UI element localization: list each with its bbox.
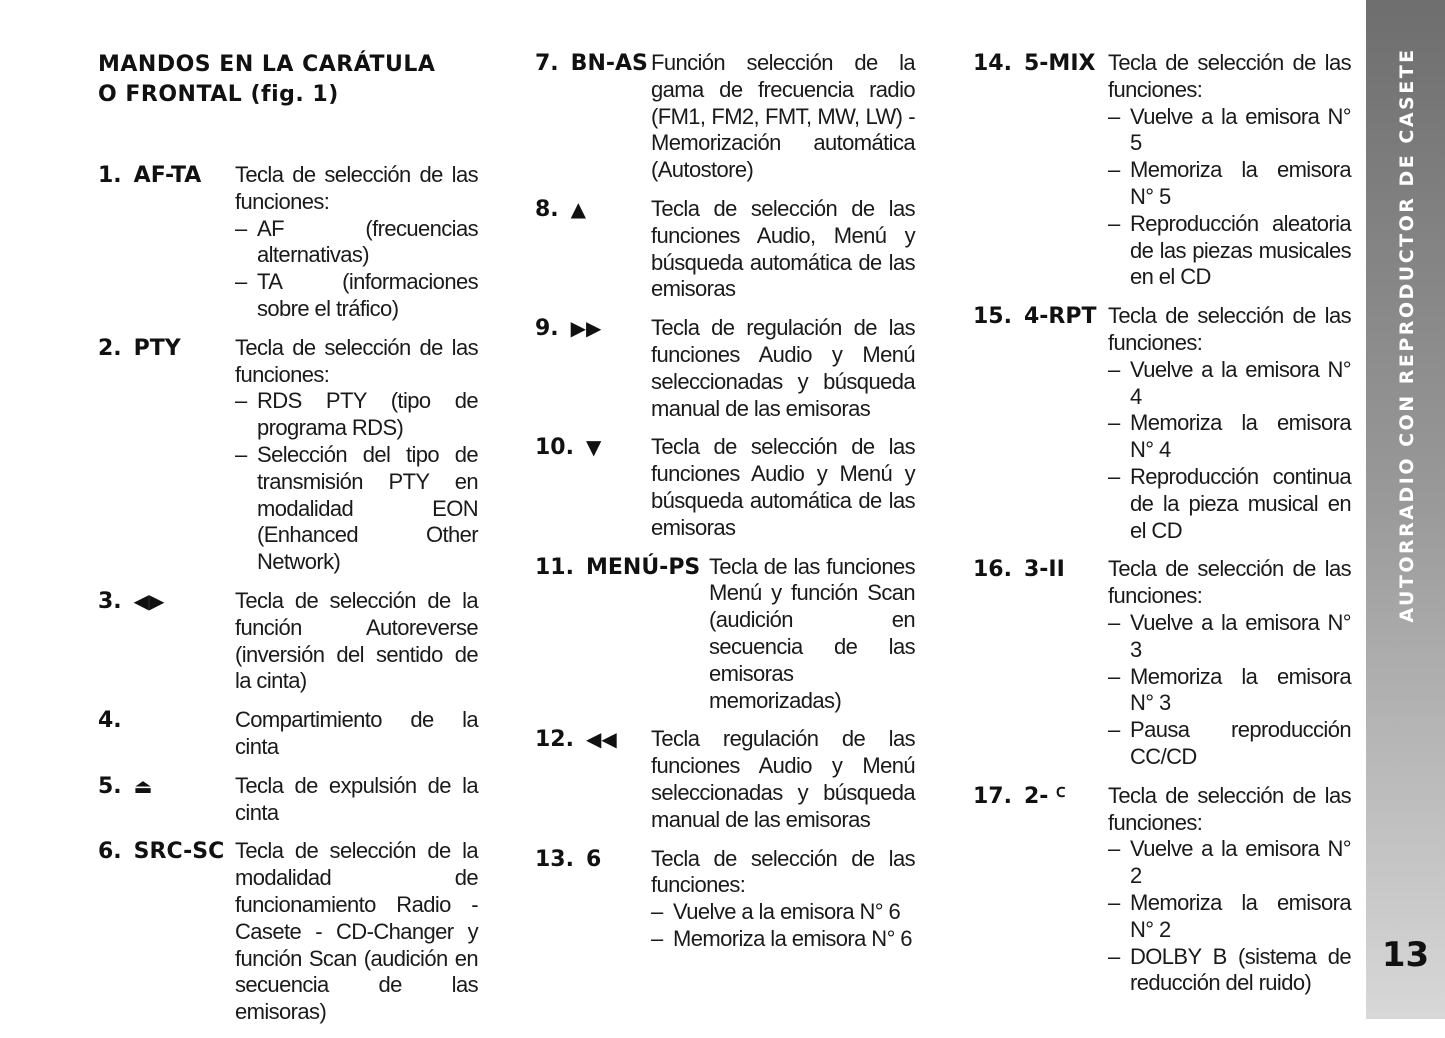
page-number: 13	[1381, 935, 1430, 975]
entry-sub-item: – Reproducción aleatoria de las piezas musicales en el CD	[1108, 211, 1351, 291]
entry-number: 14.	[973, 51, 1012, 76]
entry-number: 16.	[973, 557, 1012, 583]
heading-line-1: MANDOS EN LA CARÁTULA	[98, 52, 436, 77]
entry-sub-item: – Vuelve a la emisora N° 3	[1108, 610, 1351, 664]
entry-sub-item: – DOLBY B (sistema de reducción del ruido)	[1108, 944, 1351, 998]
arrow-down-icon: ▼	[585, 435, 602, 460]
entry-number: 17.	[973, 783, 1012, 809]
control-entry-12	[535, 726, 915, 833]
entry-number: 8.	[535, 196, 559, 222]
entry-description: Tecla de selección de las funciones:	[1108, 50, 1351, 102]
entry-number: 4.	[98, 708, 122, 734]
entry-number: 12.	[535, 727, 574, 753]
rewind-icon: ◀◀	[585, 727, 617, 752]
entry-description: Tecla de selección de las funciones:	[1108, 556, 1351, 609]
entry-number: 2.	[98, 335, 122, 361]
entry-description: Tecla de selección de las funciones:	[1108, 782, 1351, 835]
entry-sub-item: – Memoriza la emisora N° 2	[1108, 890, 1351, 944]
control-entry-6	[98, 838, 478, 1026]
control-entry-15	[973, 303, 1351, 544]
entry-sub-item: – Vuelve a la emisora N° 5	[1108, 104, 1351, 158]
entry-sub-item: – Selección del tipo de transmisión PTY en modalidad EON (Enhanced Other Network)	[235, 442, 478, 576]
entry-description: Compartimiento de la cinta	[235, 707, 478, 759]
entry-code: SRC-SC	[133, 839, 225, 865]
control-entry-2	[98, 335, 478, 576]
entry-description: Tecla de regulación de las funciones Audio y Menú seleccionadas y búsqueda manual de las emisoras	[651, 315, 915, 421]
column-3	[973, 50, 1351, 1009]
entry-sub-item: – Memoriza la emisora N° 3	[1108, 664, 1351, 718]
control-entry-17	[973, 783, 1351, 997]
entry-description: Tecla de las funciones Menú y función Scan (audición en secuencia de las emisoras memorizadas)	[709, 553, 915, 713]
entry-description: Tecla de expulsión de la cinta	[235, 772, 478, 825]
entry-sub-item: – RDS PTY (tipo de programa RDS)	[235, 388, 478, 442]
entry-code: MENÚ-PS	[585, 554, 701, 580]
entry-number: 11.	[535, 554, 574, 580]
entry-sub-item: – TA (informaciones sobre el tráfico)	[235, 269, 478, 323]
entry-description: Tecla de selección de las funciones:	[235, 334, 478, 387]
entry-number: 5.	[98, 773, 122, 799]
entry-number: 3.	[98, 588, 122, 614]
entry-description: Tecla de selección de las funciones:	[235, 162, 478, 214]
entry-number: 15.	[973, 304, 1012, 330]
entry-number: 7.	[535, 51, 559, 76]
entry-description: Función selección de la gama de frecuencia radio (FM1, FM2, FMT, MW, LW) - Memorización automática (Autostore)	[651, 50, 915, 183]
entry-code: 6	[585, 846, 602, 872]
entry-sub-item: – Vuelve a la emisora N° 4	[1108, 357, 1351, 411]
entry-sub-item: – Pausa reproducción CC/CD	[1108, 717, 1351, 771]
entry-code: 3-II	[1023, 557, 1065, 583]
heading-line-2: O FRONTAL	[98, 82, 243, 107]
entry-number: 9.	[535, 316, 559, 342]
dolby-icon: 2- ꟲ	[1023, 783, 1066, 809]
autoreverse-icon: ◀▶	[133, 588, 165, 613]
entry-sub-item: – Vuelve a la emisora N° 6	[651, 899, 915, 926]
fast-forward-icon: ▶▶	[570, 316, 602, 341]
control-entry-3	[98, 588, 478, 695]
control-entry-11	[535, 554, 915, 715]
arrow-up-icon: ▲	[570, 196, 587, 221]
entry-number: 1.	[98, 163, 122, 188]
entry-description: Tecla de selección de las funciones Audio, Menú y búsqueda automática de las emisoras	[651, 195, 915, 302]
control-entry-16	[973, 556, 1351, 770]
entry-description: Tecla de selección de las funciones Audio y Menú y búsqueda automática de las emisoras	[651, 434, 915, 540]
entry-description: Tecla de selección de la función Autoreverse (inversión del sentido de la cinta)	[235, 587, 478, 694]
entry-number: 10.	[535, 435, 574, 461]
entry-description: Tecla de selección de las funciones:	[651, 845, 915, 898]
control-entry-1	[98, 162, 478, 323]
section-heading	[98, 50, 478, 110]
entry-sub-item: – AF (frecuencias alternativas)	[235, 216, 478, 270]
entry-number: 6.	[98, 839, 122, 865]
side-section-title: AUTORRADIO CON REPRODUCTOR DE CASETE	[1396, 47, 1418, 623]
entry-code: AF-TA	[133, 163, 202, 188]
control-entry-5	[98, 773, 478, 827]
entry-code: 5-MIX	[1023, 51, 1096, 76]
entry-code: 4-RPT	[1023, 304, 1097, 330]
figure-reference: (fig. 1)	[250, 82, 339, 107]
entry-sub-item: – Memoriza la emisora N° 6	[651, 926, 915, 953]
column-2	[535, 50, 915, 965]
entry-sub-item: – Memoriza la emisora N° 4	[1108, 410, 1351, 464]
column-1	[98, 50, 478, 1038]
control-entry-14	[973, 50, 1351, 291]
control-entry-10	[535, 434, 915, 541]
control-entry-13	[535, 846, 915, 953]
control-entry-8	[535, 196, 915, 303]
entry-sub-item: – Memoriza la emisora N° 5	[1108, 157, 1351, 211]
entry-sub-item: – Vuelve a la emisora N° 2	[1108, 836, 1351, 890]
control-entry-4	[98, 707, 478, 761]
entry-description: Tecla de selección de la modalidad de funcionamiento Radio - Casete - CD-Changer y función Scan (audición en secuencia de las emisoras)	[235, 838, 478, 1025]
entry-code: PTY	[133, 335, 181, 361]
eject-icon: ⏏	[133, 773, 153, 798]
entry-sub-item: – Reproducción continua de la pieza musical en el CD	[1108, 464, 1351, 544]
entry-number: 13.	[535, 846, 574, 872]
entry-code: BN-AS	[570, 51, 648, 76]
control-entry-7	[535, 50, 915, 184]
control-entry-9	[535, 315, 915, 422]
entry-description: Tecla de selección de las funciones:	[1108, 303, 1351, 355]
entry-description: Tecla regulación de las funciones Audio y Menú seleccionadas y búsqueda manual de las emisoras	[651, 726, 915, 832]
